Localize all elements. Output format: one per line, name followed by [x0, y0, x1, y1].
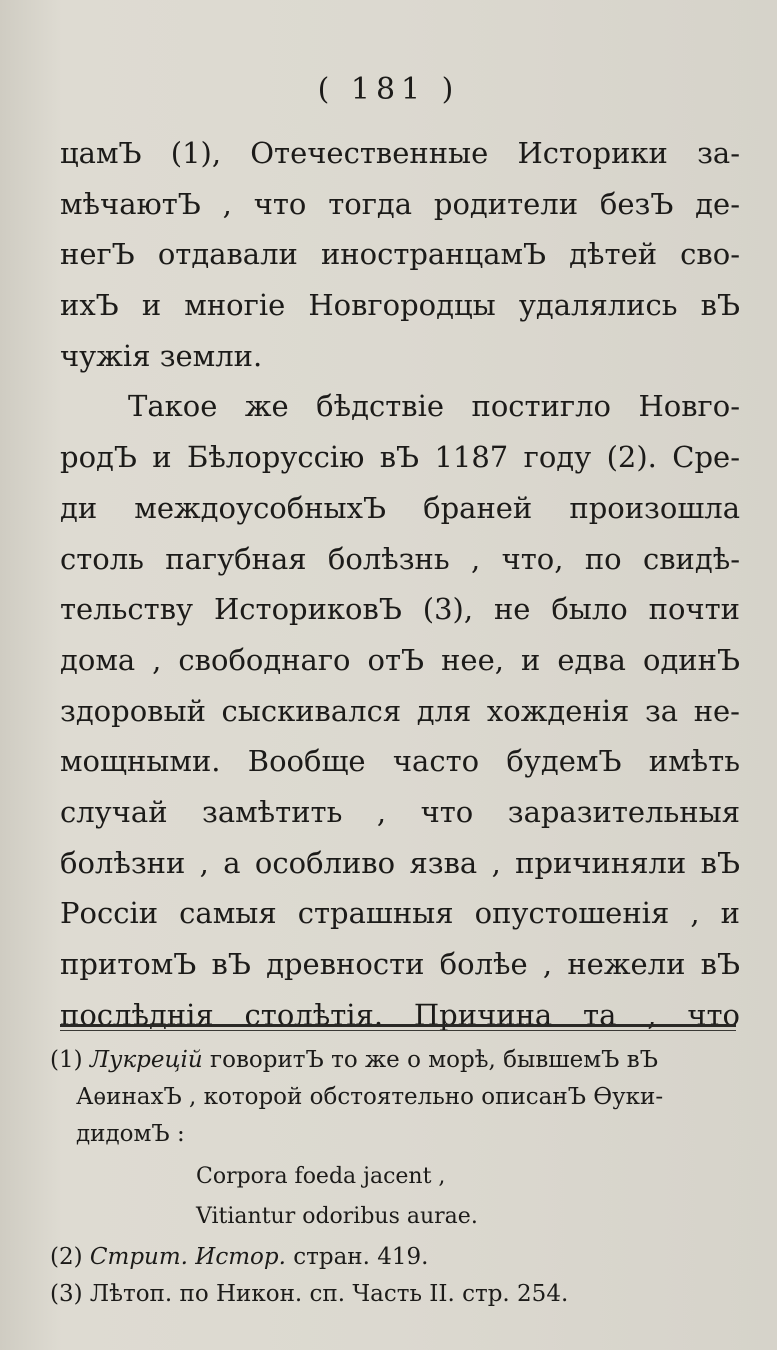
text-line: притомЪ вЪ древности болѣе , нежели вЪ	[60, 947, 740, 981]
text-line: здоровый сыскивался для хожденія за не-	[60, 693, 740, 728]
footnote-1	[50, 1042, 750, 1079]
footnote-text: стран. 419.	[293, 1244, 429, 1270]
latin-quote: Vitiantur odoribus aurae.	[196, 1204, 478, 1229]
text-line: чужія земли.	[60, 338, 263, 373]
footnote-divider	[60, 1024, 736, 1027]
text-line: Такое же бѣдствіе постигло Новго-	[128, 389, 740, 424]
text-line: случай замѣтить , что заразительныя	[60, 794, 740, 829]
page-number: ( 181 )	[317, 72, 460, 107]
text-line: послѣднія столѣтія. Причина та , что	[60, 997, 740, 1032]
text-line: ихЪ и многіе Новгородцы удалялись вЪ	[60, 288, 740, 323]
footnote-text: Лѣтоп. по Никон. сп. Часть II. стр. 254.	[89, 1281, 569, 1307]
footnote-1-cont: дидомЪ :	[76, 1121, 185, 1147]
footnote-2	[50, 1239, 750, 1276]
text-line: болѣзни , а особливо язва , причиняли вЪ	[60, 845, 740, 880]
footnote-3	[50, 1276, 750, 1313]
footnote-marker: (2)	[50, 1244, 83, 1270]
text-line: тельству ИсториковЪ (3), не было почти	[60, 592, 740, 627]
main-text	[60, 128, 740, 1040]
text-line: мѣчаютЪ , что тогда родители безЪ де-	[60, 186, 740, 221]
footnotes	[50, 1042, 750, 1313]
text-line: цамЪ (1), Отечественные Историки за-	[60, 136, 740, 170]
footnote-marker: (3)	[50, 1281, 83, 1307]
footnote-source: Стрит. Истор.	[89, 1244, 286, 1270]
footnote-text: говоритЪ то же о морѣ, бывшемЪ вЪ	[210, 1047, 658, 1073]
text-line: мощными. Вообще часто будемЪ имѣть	[60, 744, 740, 779]
text-line: столь пагубная болѣзнь , что, по свидѣ-	[60, 541, 740, 576]
footnote-author: Лукрецій	[89, 1047, 203, 1073]
text-line: Россіи самыя страшныя опустошенія , и	[60, 896, 740, 931]
latin-quote: Corpora foeda jacent ,	[196, 1164, 446, 1189]
text-line: негЪ отдавали иностранцамЪ дѣтей сво-	[60, 237, 740, 272]
text-line: ди междоусобныхЪ браней произошла	[60, 490, 740, 525]
text-line: дома , свободнаго отЪ нее, и едва одинЪ	[60, 642, 740, 677]
text-line: родЪ и Бѣлоруссію вЪ 1187 году (2). Сре-	[60, 440, 740, 475]
footnote-marker: (1)	[50, 1047, 83, 1073]
footnote-1-cont: АѳинахЪ , которой обстоятельно описанЪ Ѳуки-	[76, 1084, 664, 1110]
footnote-divider-thin	[60, 1030, 736, 1031]
